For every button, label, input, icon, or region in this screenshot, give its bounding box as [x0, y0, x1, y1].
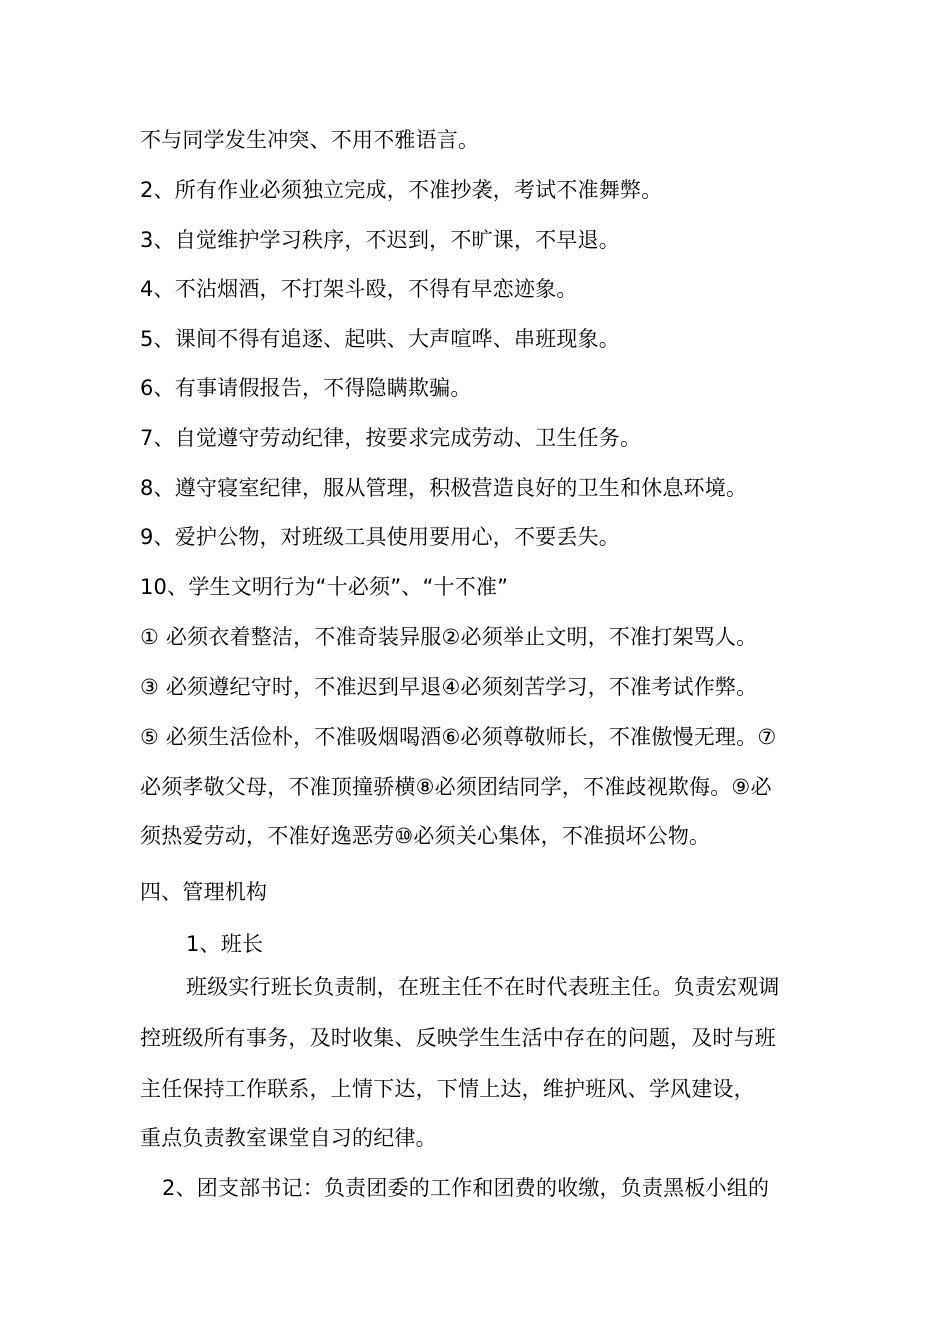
- rule-item-2: 2、所有作业必须独立完成，不准抄袭，考试不准舞弊。: [140, 178, 663, 202]
- rule-item-9: 9、爱护公物，对班级工具使用要用心，不要丢失。: [140, 525, 620, 549]
- paragraph-line-4: 重点负责教室课堂自习的纪律。: [140, 1126, 437, 1150]
- behavior-line-5: 须热爱劳动，不准好逸恶劳⑩必须关心集体，不准损坏公物。: [140, 824, 711, 848]
- rule-item-3: 3、自觉维护学习秩序，不迟到，不旷课，不早退。: [140, 228, 620, 252]
- rule-item-7: 7、自觉遵守劳动纪律，按要求完成劳动、卫生任务。: [140, 426, 642, 450]
- paragraph-line-1: 班级实行班长负责制，在班主任不在时代表班主任。负责宏观调: [186, 975, 780, 999]
- subheading-monitor: 1、班长: [186, 932, 264, 956]
- behavior-line-3: ⑤ 必须生活俭朴，不准吸烟喝酒⑥必须尊敬师长，不准傲慢无理。⑦: [140, 725, 777, 749]
- paragraph-line-2: 控班级所有事务，及时收集、反映学生生活中存在的问题，及时与班: [140, 1026, 776, 1050]
- behavior-line-4: 必须孝敬父母，不准顶撞骄横⑧必须团结同学，不准歧视欺侮。⑨必: [140, 775, 772, 799]
- subheading-league-secretary: 2、团支部书记：负责团委的工作和团费的收缴，负责黑板小组的: [162, 1176, 770, 1200]
- section-heading: 四、管理机构: [140, 880, 268, 904]
- behavior-line-2: ③ 必须遵纪守时，不准迟到早退④必须刻苦学习，不准考试作弊。: [140, 675, 758, 699]
- rule-item-4: 4、不沾烟酒，不打架斗殴，不得有早恋迹象。: [140, 277, 578, 301]
- rule-item-10: 10、学生文明行为“十必须”、“十不准”: [140, 575, 509, 599]
- rule-item-5: 5、课间不得有追逐、起哄、大声喧哗、串班现象。: [140, 327, 620, 351]
- behavior-line-1: ① 必须衣着整洁，不准奇装异服②必须举止文明，不准打架骂人。: [140, 625, 758, 649]
- text-line-1: 不与同学发生冲突、不用不雅语言。: [140, 128, 480, 152]
- paragraph-line-3: 主任保持工作联系，上情下达，下情上达，维护班风、学风建设，: [140, 1077, 755, 1101]
- rule-item-6: 6、有事请假报告，不得隐瞒欺骗。: [140, 376, 472, 400]
- rule-item-8: 8、遵守寝室纪律，服从管理，积极营造良好的卫生和休息环境。: [140, 476, 748, 500]
